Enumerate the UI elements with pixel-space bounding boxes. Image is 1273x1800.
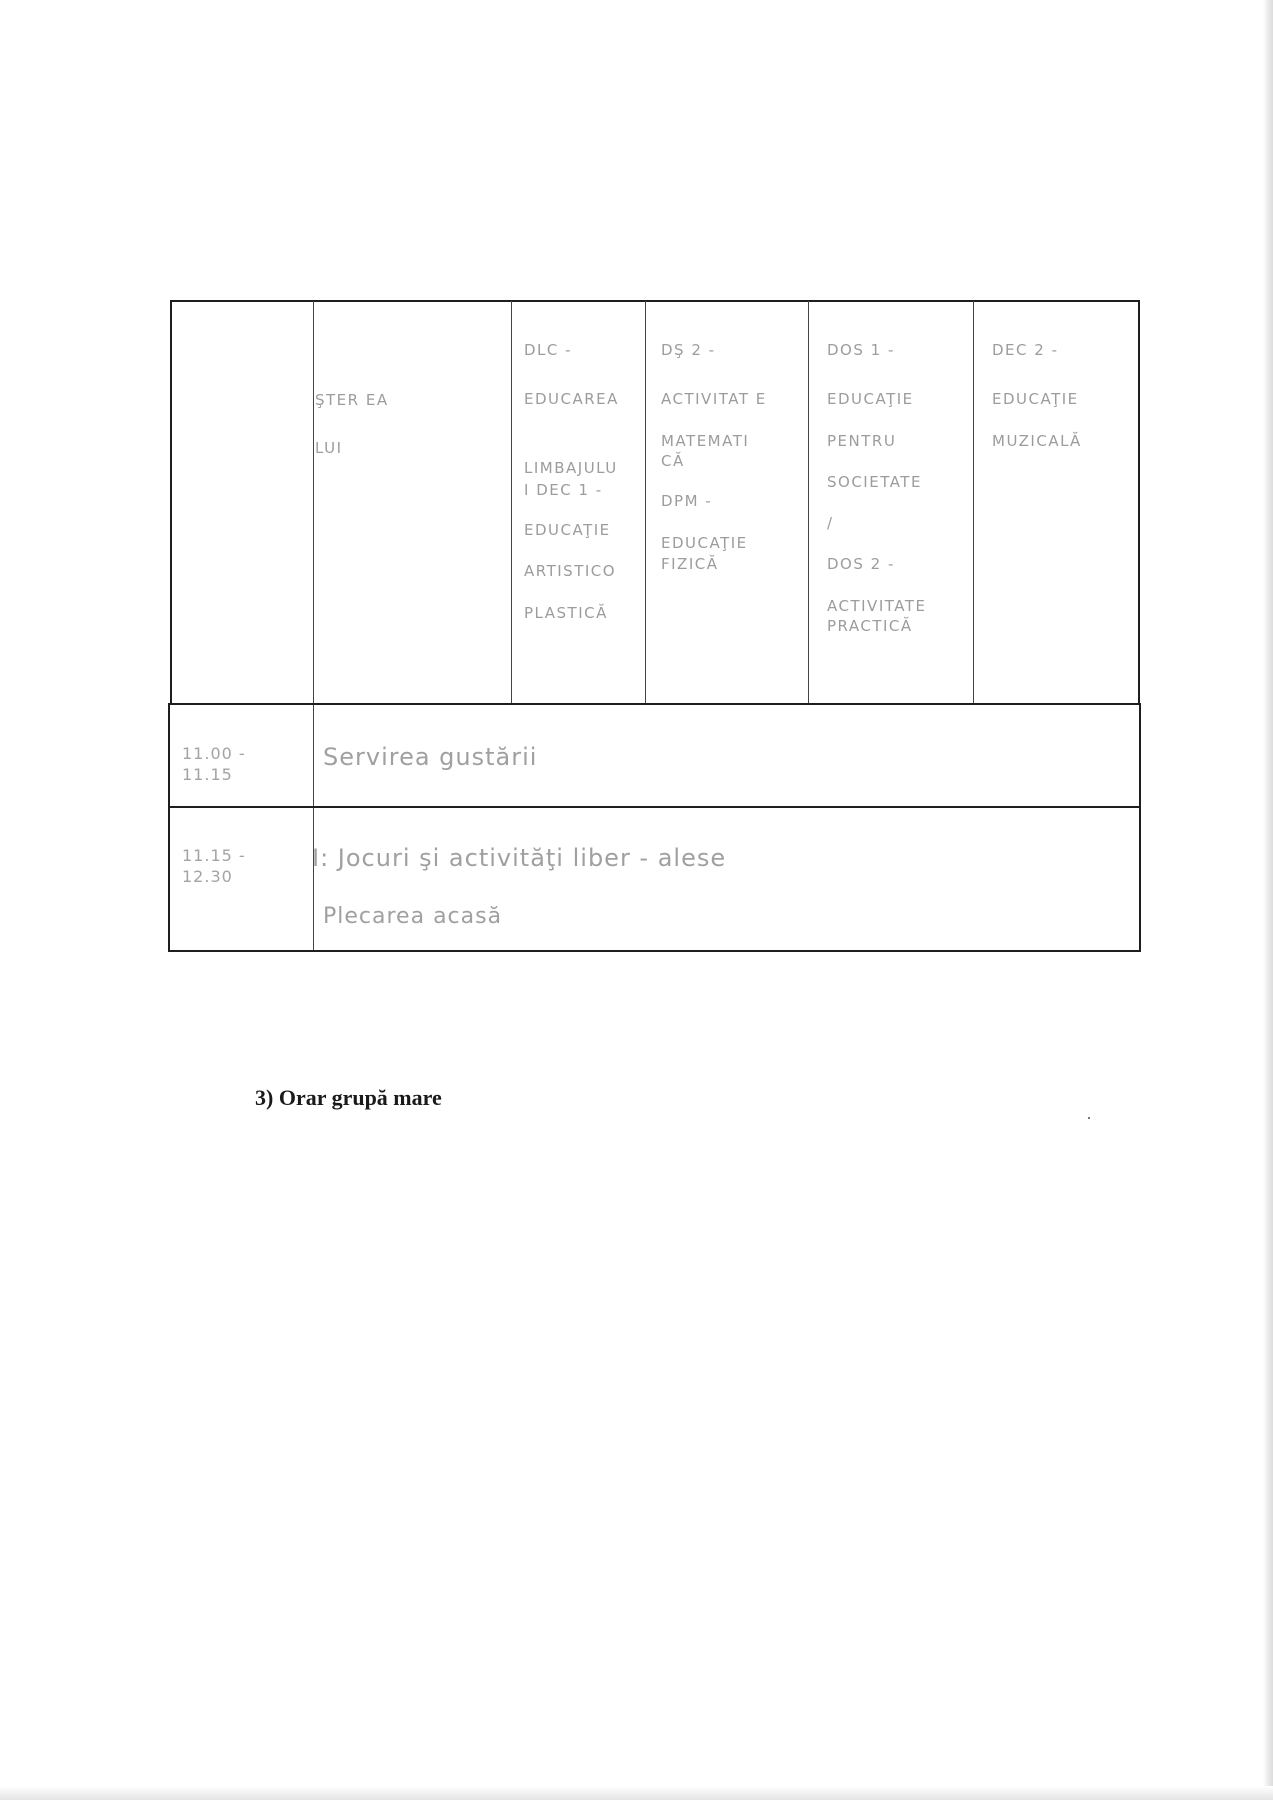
cell-line: ŞTER EA	[315, 391, 389, 409]
col-divider-2	[511, 301, 512, 704]
cell-line: DOS 1 -	[827, 341, 895, 359]
play-label: I: Jocuri şi activităţi liber - alese	[312, 844, 727, 872]
cell-line: DLC -	[524, 341, 573, 359]
snack-label: Servirea gustării	[323, 743, 538, 771]
activity-cell-ds	[661, 340, 767, 574]
cell-line: CĂ	[661, 451, 685, 470]
col-divider-5	[973, 301, 974, 704]
cell-line: /	[827, 514, 834, 532]
play-row-divider	[313, 808, 314, 950]
cell-line: PRACTICĂ	[827, 616, 913, 635]
cell-line: ACTIVITATE	[827, 596, 927, 615]
cell-line: EDUCAREA	[524, 390, 619, 409]
time-start: 11.15 -	[182, 846, 246, 865]
col-divider-1	[313, 301, 314, 704]
cell-line: EDUCAŢIE	[661, 534, 748, 553]
scan-speck	[1088, 1117, 1090, 1119]
page-edge	[1263, 0, 1273, 1800]
col-divider-3	[645, 301, 646, 704]
cell-line: EDUCAŢIE	[992, 390, 1079, 409]
time-end: 11.15	[182, 764, 233, 784]
cell-line: ACTIVITAT E	[661, 390, 767, 409]
cell-line: LUI	[315, 439, 343, 458]
cell-line: EDUCAŢIE	[827, 390, 914, 409]
cell-line: PLASTICĂ	[524, 603, 608, 622]
activity-cell-dec2	[992, 340, 1082, 451]
cell-line: DŞ 2 -	[661, 341, 716, 359]
section-heading: 3) Orar grupă mare	[255, 1085, 442, 1110]
cell-line: MUZICALĂ	[992, 431, 1082, 450]
time-start: 11.00 -	[182, 744, 246, 763]
cell-line: FIZICĂ	[661, 554, 719, 573]
activity-cell-dlc	[524, 340, 619, 623]
cell-line: I DEC 1 -	[524, 480, 603, 499]
activity-cell-dos	[827, 340, 926, 636]
cell-line: ARTISTICO	[524, 562, 617, 581]
cell-line: SOCIETATE	[827, 472, 922, 491]
cell-line: EDUCAŢIE	[524, 521, 611, 539]
cell-line: MATEMATI	[661, 431, 750, 450]
page-bottom-edge	[0, 1786, 1273, 1800]
cell-line: LIMBAJULU	[524, 458, 618, 477]
snack-row-divider	[313, 705, 314, 806]
cell-line: DEC 2 -	[992, 341, 1059, 359]
snack-time	[182, 744, 246, 786]
play-time	[182, 846, 246, 888]
col-divider-4	[808, 301, 809, 704]
time-end: 12.30	[182, 866, 233, 886]
cell-line: DPM -	[661, 492, 713, 510]
departure-label: Plecarea acasă	[323, 904, 503, 929]
cell-line: DOS 2 -	[827, 555, 895, 574]
activity-cell-col1	[315, 390, 389, 459]
cell-line: PENTRU	[827, 431, 897, 450]
